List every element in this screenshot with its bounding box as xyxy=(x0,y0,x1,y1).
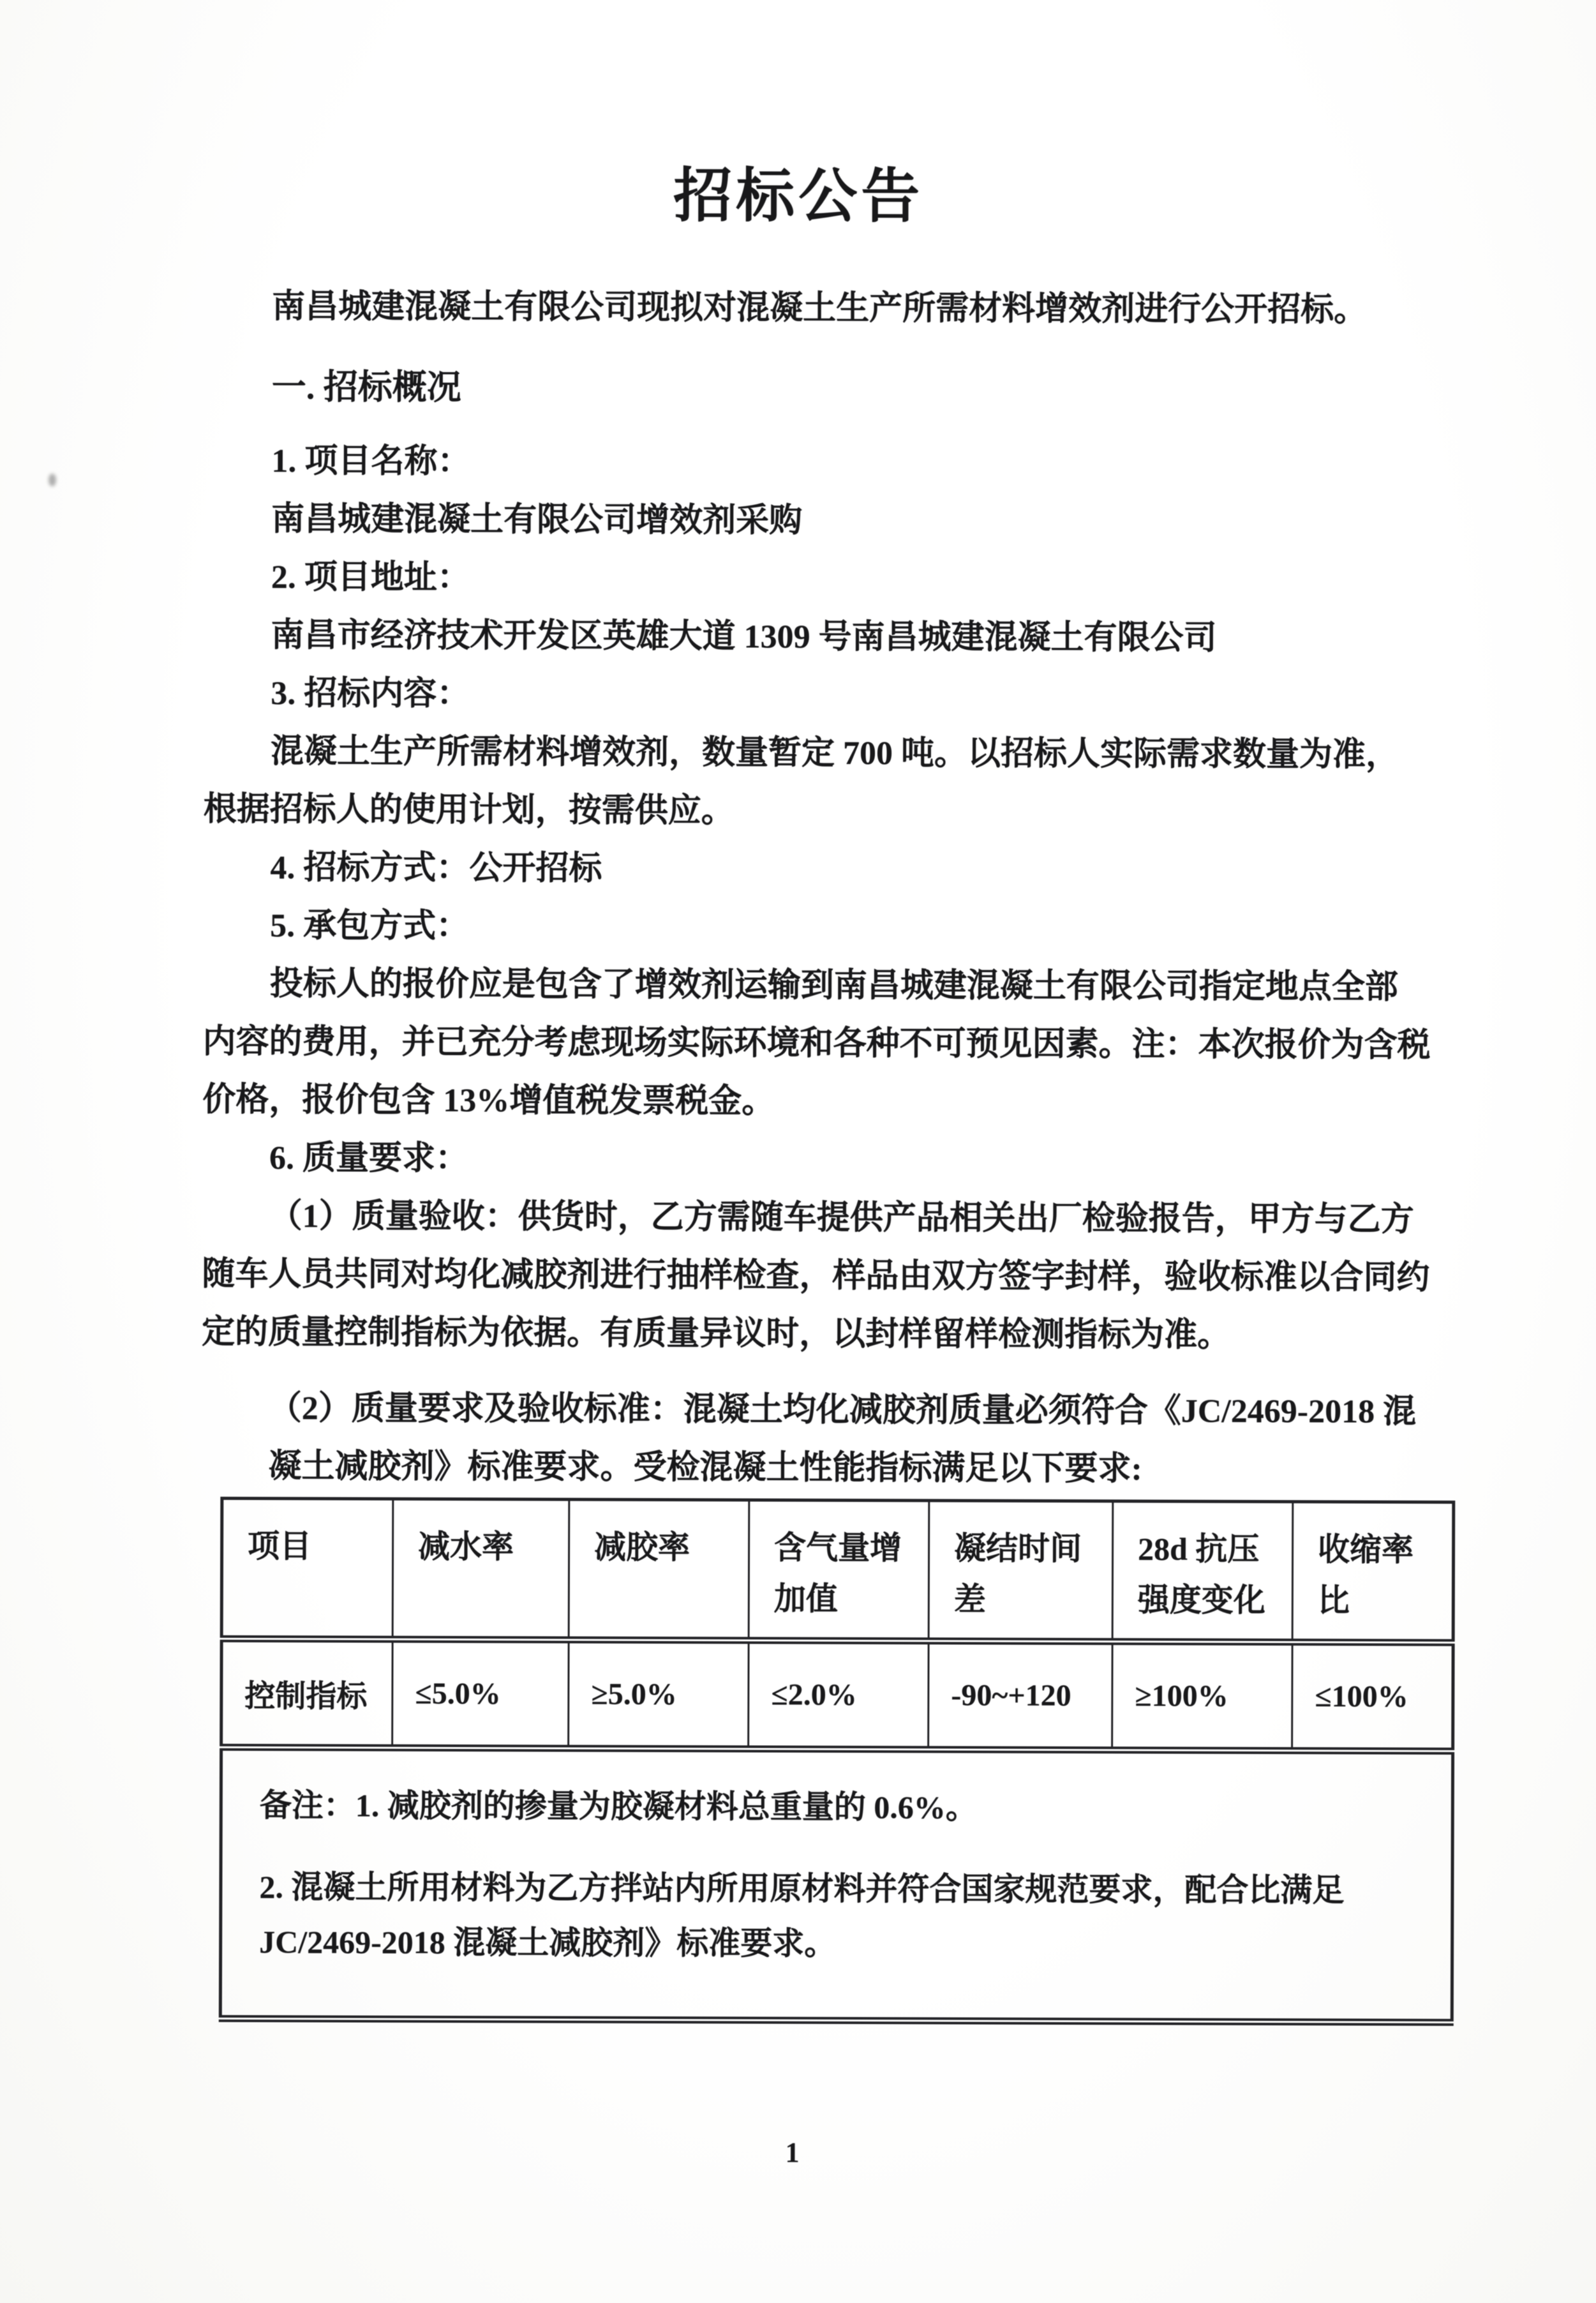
body-line-project-name-label: 1. 项目名称： xyxy=(271,443,471,481)
document-title: 招标公告 xyxy=(673,163,924,230)
body-line-project-name-value: 南昌城建混凝土有限公司增效剂采购 xyxy=(271,501,803,539)
table-notes-cell xyxy=(220,1747,1452,2022)
table-header-row xyxy=(221,1498,1454,1642)
header-cell-28d-strength: 28d 抗压 强度变化 xyxy=(1112,1501,1293,1642)
body-line-quote-1: 投标人的报价应是包含了增效剂运输到南昌城建混凝土有限公司指定地点全部 xyxy=(269,966,1398,1006)
value-cell-setting-time: -90~+120 xyxy=(929,1641,1113,1750)
body-line-quality-accept-3: 定的质量控制指标为依据。有质量异议时，以封样留样检测指标为准。 xyxy=(202,1314,1231,1354)
table-value-row xyxy=(221,1639,1454,1751)
value-cell-control-label: 控制指标 xyxy=(221,1639,393,1748)
body-line-bid-content-label: 3. 招标内容： xyxy=(271,675,470,713)
body-line-quality-accept-1: （1）质量验收：供货时，乙方需随车提供产品相关出厂检验报告，甲方与乙方 xyxy=(269,1198,1414,1238)
intro-paragraph: 南昌城建混凝土有限公司现拟对混凝土生产所需材料增效剂进行公开招标。 xyxy=(272,289,1368,329)
page-content xyxy=(0,146,1596,2175)
body-line-project-address-label: 2. 项目地址： xyxy=(271,559,470,597)
table-notes-row xyxy=(220,1747,1452,2022)
header-cell-air-content: 含气量增 加值 xyxy=(749,1500,929,1641)
note-line-2: 2. 混凝土所用材料为乙方拌站内所用原材料并符合国家规范要求，配合比满足 JC/2469-2018 混凝土减胶剂》标准要求。 xyxy=(259,1869,1345,1962)
body-line-bid-content-2: 根据招标人的使用计划，按需供应。 xyxy=(203,791,735,830)
header-cell-binder-reduction: 减胶率 xyxy=(569,1499,749,1640)
body-line-quality-standard-2: 凝土减胶剂》标准要求。受检混凝土性能指标满足以下要求: xyxy=(268,1448,1142,1488)
value-cell-binder-reduction: ≥5.0% xyxy=(569,1640,749,1749)
body-line-quote-3: 价格，报价包含 13%增值税发票税金。 xyxy=(202,1081,775,1120)
quality-requirements-table xyxy=(219,1497,1456,2026)
body-line-quality-standard-1: （2）质量要求及验收标准：混凝土均化减胶剂质量必须符合《JC/2469-2018 混 xyxy=(268,1390,1417,1430)
body-line-quote-2: 内容的费用，并已充分考虑现场实际环境和各种不可预见因素。注：本次报价为含税 xyxy=(202,1023,1431,1064)
note-line-1: 备注：1. 减胶剂的掺量为胶凝材料总重量的 0.6%。 xyxy=(259,1787,978,1826)
value-cell-shrinkage-ratio: ≤100% xyxy=(1292,1642,1454,1752)
page-number: 1 xyxy=(785,2136,800,2168)
body-line-bid-method: 4. 招标方式：公开招标 xyxy=(270,850,602,887)
body-line-project-address-value: 南昌市经济技术开发区英雄大道 1309 号南昌城建混凝土有限公司 xyxy=(271,617,1217,657)
value-cell-air-content: ≤2.0% xyxy=(749,1640,929,1750)
body-line-quality-accept-2: 随车人员共同对均化减胶剂进行抽样检查，样品由双方签字封样，验收标准以合同约 xyxy=(202,1256,1430,1296)
section-heading: 一. 招标概况 xyxy=(271,368,461,407)
body-line-bid-content-1: 混凝土生产所需材料增效剂，数量暂定 700 吨。以招标人实际需求数量为准， xyxy=(270,733,1399,774)
value-cell-28d-strength: ≥100% xyxy=(1112,1642,1293,1751)
header-cell-setting-time: 凝结时间 差 xyxy=(929,1501,1113,1642)
header-cell-shrinkage-ratio: 收缩率比 xyxy=(1292,1502,1454,1643)
header-cell-item: 项目 xyxy=(221,1498,393,1639)
value-cell-water-reduction: ≤5.0% xyxy=(392,1639,569,1748)
body-line-quality-label: 6. 质量要求： xyxy=(269,1140,469,1178)
body-line-contract-method-label: 5. 承包方式： xyxy=(270,908,470,945)
header-cell-water-reduction: 减水率 xyxy=(392,1499,569,1640)
